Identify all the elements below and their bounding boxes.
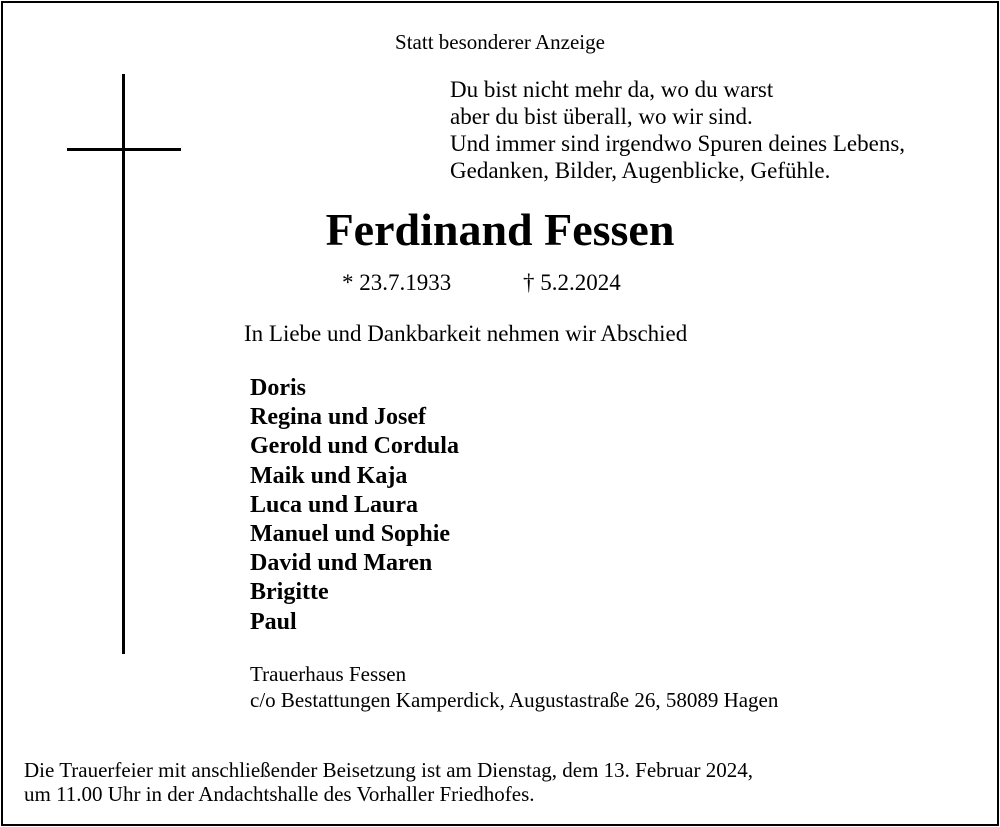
deceased-name: Ferdinand Fessen — [325, 204, 675, 255]
poem — [450, 76, 905, 184]
mourning-house-address: c/o Bestattungen Kamperdick, Augustastraße 26, 58089 Hagen — [250, 688, 779, 712]
death-date: † 5.2.2024 — [523, 270, 621, 295]
birth-date: * 23.7.1933 — [342, 270, 452, 295]
mourner-name: Regina und Josef — [250, 404, 427, 431]
mourner-name: Brigitte — [250, 579, 329, 606]
mourning-house: Trauerhaus Fessen — [250, 662, 407, 686]
mourner-name: Luca und Laura — [250, 491, 419, 518]
mourner-name: Maik und Kaja — [250, 462, 408, 489]
farewell-text: In Liebe und Dankbarkeit nehmen wir Abschied — [244, 321, 688, 346]
mourner-name: David und Maren — [250, 550, 433, 577]
ceremony-info — [24, 758, 753, 806]
mourner-name: Gerold und Cordula — [250, 433, 459, 460]
mourners-list — [250, 374, 459, 637]
poem-line: Gedanken, Bilder, Augenblicke, Gefühle. — [450, 158, 831, 183]
ceremony-line: Die Trauerfeier mit anschließender Beisetzung ist am Dienstag, dem 13. Februar 2024, — [24, 758, 753, 782]
mourner-name: Doris — [250, 375, 306, 401]
poem-line: Du bist nicht mehr da, wo du warst — [450, 77, 774, 102]
cross-icon-bar — [67, 148, 181, 151]
mourner-name: Manuel und Sophie — [250, 521, 451, 548]
ceremony-line: um 11.00 Uhr in der Andachtshalle des Vorhaller Friedhofes. — [24, 782, 535, 806]
header-note: Statt besonderer Anzeige — [395, 30, 605, 54]
mourner-name: Paul — [250, 608, 297, 635]
poem-line: Und immer sind irgendwo Spuren deines Lebens, — [450, 131, 906, 156]
cross-icon — [122, 74, 125, 654]
poem-line: aber du bist überall, wo wir sind. — [450, 104, 753, 129]
